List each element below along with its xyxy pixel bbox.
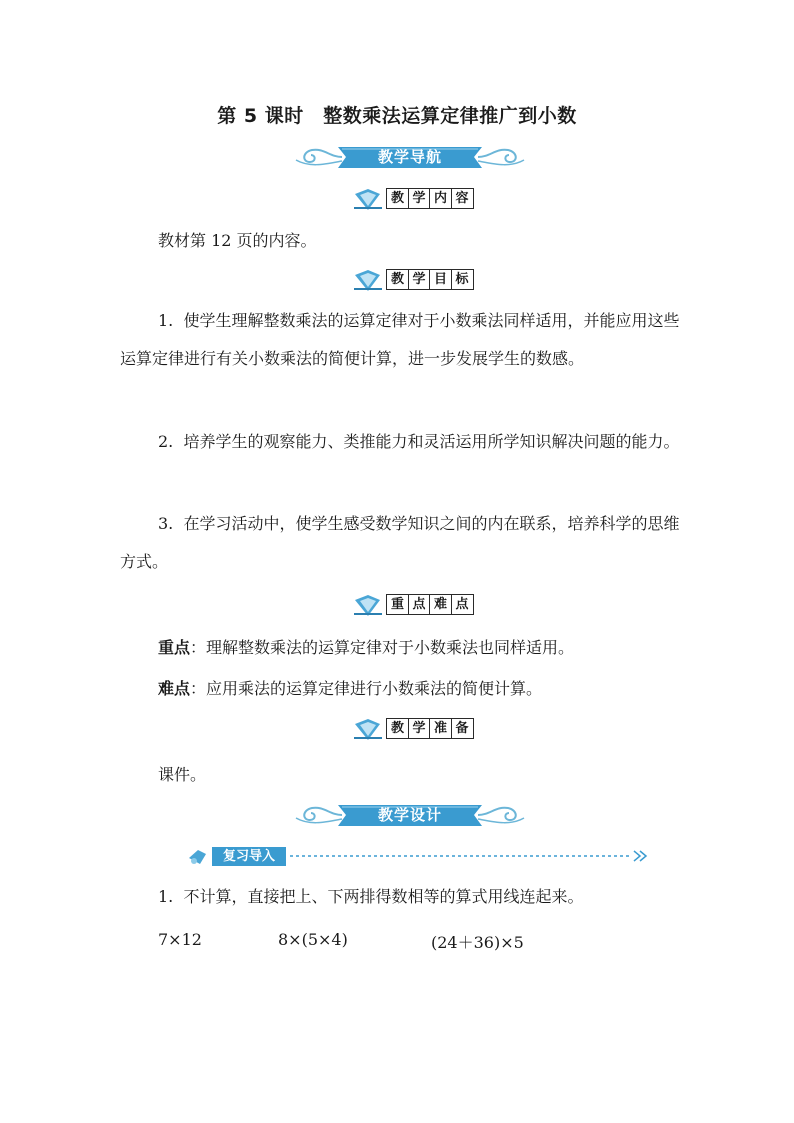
goal-item — [120, 505, 680, 581]
difficulty-label: 难点 — [158, 679, 191, 698]
expression-item: 7×12 — [158, 930, 202, 949]
keypoint-text: ：理解整数乘法的运算定律对于小数乘法也同样适用。 — [190, 638, 575, 657]
goal-item — [120, 302, 680, 378]
goal-number: 1. — [158, 311, 174, 330]
goal-text: 培养学生的观察能力、类推能力和灵活运用所学知识解决问题的能力。 — [183, 432, 680, 451]
goal-text: 在学习活动中，使学生感受数学知识之间的内在联系，培养科学的思维方式。 — [120, 514, 680, 571]
review-section-header — [186, 844, 656, 868]
section-char: 点 — [408, 594, 431, 615]
banner-teaching-guide — [290, 142, 530, 172]
section-char: 标 — [451, 269, 474, 290]
section-char: 准 — [429, 718, 452, 739]
section-char: 学 — [408, 188, 431, 209]
book-icon — [352, 716, 384, 744]
book-icon — [352, 592, 384, 620]
section-char: 目 — [429, 269, 452, 290]
difficulty-text: ：应用乘法的运算定律进行小数乘法的简便计算。 — [190, 679, 543, 698]
goal-text: 使学生理解整数乘法的运算定律对于小数乘法同样适用，并能应用这些运算定律进行有关小数乘法的简便计算，进一步发展学生的数感。 — [120, 311, 680, 368]
keypoint-label: 重点 — [158, 638, 191, 657]
section-char: 内 — [429, 188, 452, 209]
prep-text: 课件。 — [158, 765, 207, 784]
section-char: 点 — [451, 594, 474, 615]
expression-item: (24＋36)×5 — [431, 933, 524, 952]
section-char: 学 — [408, 269, 431, 290]
section-char: 容 — [451, 188, 474, 209]
section-char: 重 — [386, 594, 409, 615]
banner-teaching-design — [290, 800, 530, 830]
goal-number: 2. — [158, 432, 174, 451]
goal-item — [120, 423, 680, 461]
section-char: 教 — [386, 718, 409, 739]
exercise-text: 不计算，直接把上、下两排得数相等的算式用线连起来。 — [183, 887, 584, 906]
banner-label: 教学设计 — [377, 806, 442, 824]
section-char: 难 — [429, 594, 452, 615]
content-text: 教材第 12 页的内容。 — [158, 231, 317, 250]
expression-item: 8×(5×4) — [278, 930, 348, 949]
difficulty-line — [120, 670, 680, 708]
section-char: 教 — [386, 269, 409, 290]
review-tag-label: 复习导入 — [222, 849, 275, 864]
book-icon — [352, 267, 384, 295]
exercise-instruction — [120, 878, 680, 916]
section-char: 备 — [451, 718, 474, 739]
keypoint-line — [120, 629, 680, 667]
section-char: 学 — [408, 718, 431, 739]
book-icon — [352, 186, 384, 214]
section-char: 教 — [386, 188, 409, 209]
page-title: 第 5 课时 整数乘法运算定律推广到小数 — [217, 105, 577, 127]
exercise-number: 1. — [158, 887, 174, 906]
banner-label: 教学导航 — [377, 148, 442, 166]
goal-number: 3. — [158, 514, 174, 533]
